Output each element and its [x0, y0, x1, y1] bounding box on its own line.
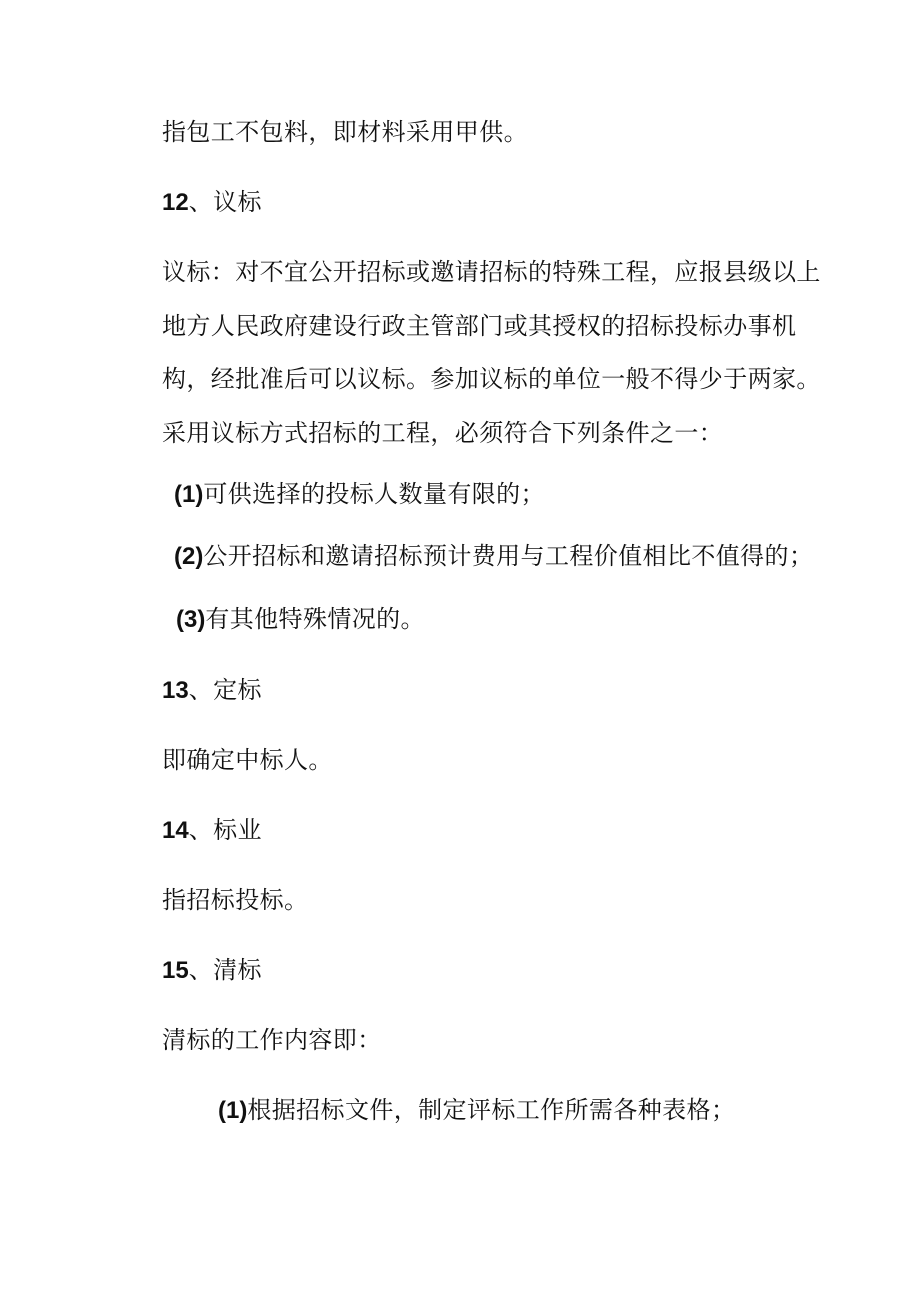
paragraph-text: 地方人民政府建设行政主管部门或其授权的招标投标办事机 [162, 312, 797, 340]
paragraph-text: 指招标投标。 [162, 886, 309, 914]
paragraph-text: 清标的工作内容即： [162, 1026, 382, 1054]
paragraph-text: 即确定中标人。 [162, 746, 333, 774]
section-heading-12 [162, 187, 262, 218]
list-item-number: (1) [218, 1097, 248, 1124]
paragraph-text: 议标：对不宜公开招标或邀请招标的特殊工程，应报县级以上 [162, 258, 821, 286]
paragraph-text: 指包工不包料，即材料采用甲供。 [162, 118, 528, 146]
list-item-number: (3) [176, 606, 206, 633]
list-item-text: 有其他特殊情况的。 [205, 605, 425, 633]
paragraph-line [162, 1025, 382, 1055]
section-number: 13 [162, 677, 189, 704]
list-item-text: 根据招标文件，制定评标工作所需各种表格； [247, 1096, 736, 1124]
paragraph-line [162, 745, 333, 775]
section-number: 12 [162, 189, 189, 216]
paragraph-line [162, 418, 723, 448]
list-item [174, 541, 813, 572]
paragraph-text: 采用议标方式招标的工程，必须符合下列条件之一： [162, 419, 724, 447]
section-number: 15 [162, 957, 189, 984]
paragraph-line [162, 311, 796, 341]
list-item-text: 可供选择的投标人数量有限的； [203, 480, 545, 508]
section-title: 、清标 [188, 956, 262, 984]
section-heading-15 [162, 955, 262, 986]
list-item-text: 公开招标和邀请招标预计费用与工程价值相比不值得的； [203, 542, 814, 570]
paragraph-line [162, 117, 528, 147]
section-title: 、议标 [188, 188, 262, 216]
list-item [174, 479, 545, 510]
section-title: 、标业 [188, 816, 262, 844]
paragraph-text: 构，经批准后可以议标。参加议标的单位一般不得少于两家。 [162, 365, 821, 393]
paragraph-line [162, 257, 821, 287]
section-number: 14 [162, 817, 189, 844]
section-heading-13 [162, 675, 262, 706]
section-title: 、定标 [188, 676, 262, 704]
paragraph-line [162, 364, 821, 394]
list-item [218, 1095, 735, 1126]
paragraph-line [162, 885, 308, 915]
list-item-number: (1) [174, 481, 204, 508]
list-item-number: (2) [174, 543, 204, 570]
list-item [176, 604, 425, 635]
section-heading-14 [162, 815, 262, 846]
